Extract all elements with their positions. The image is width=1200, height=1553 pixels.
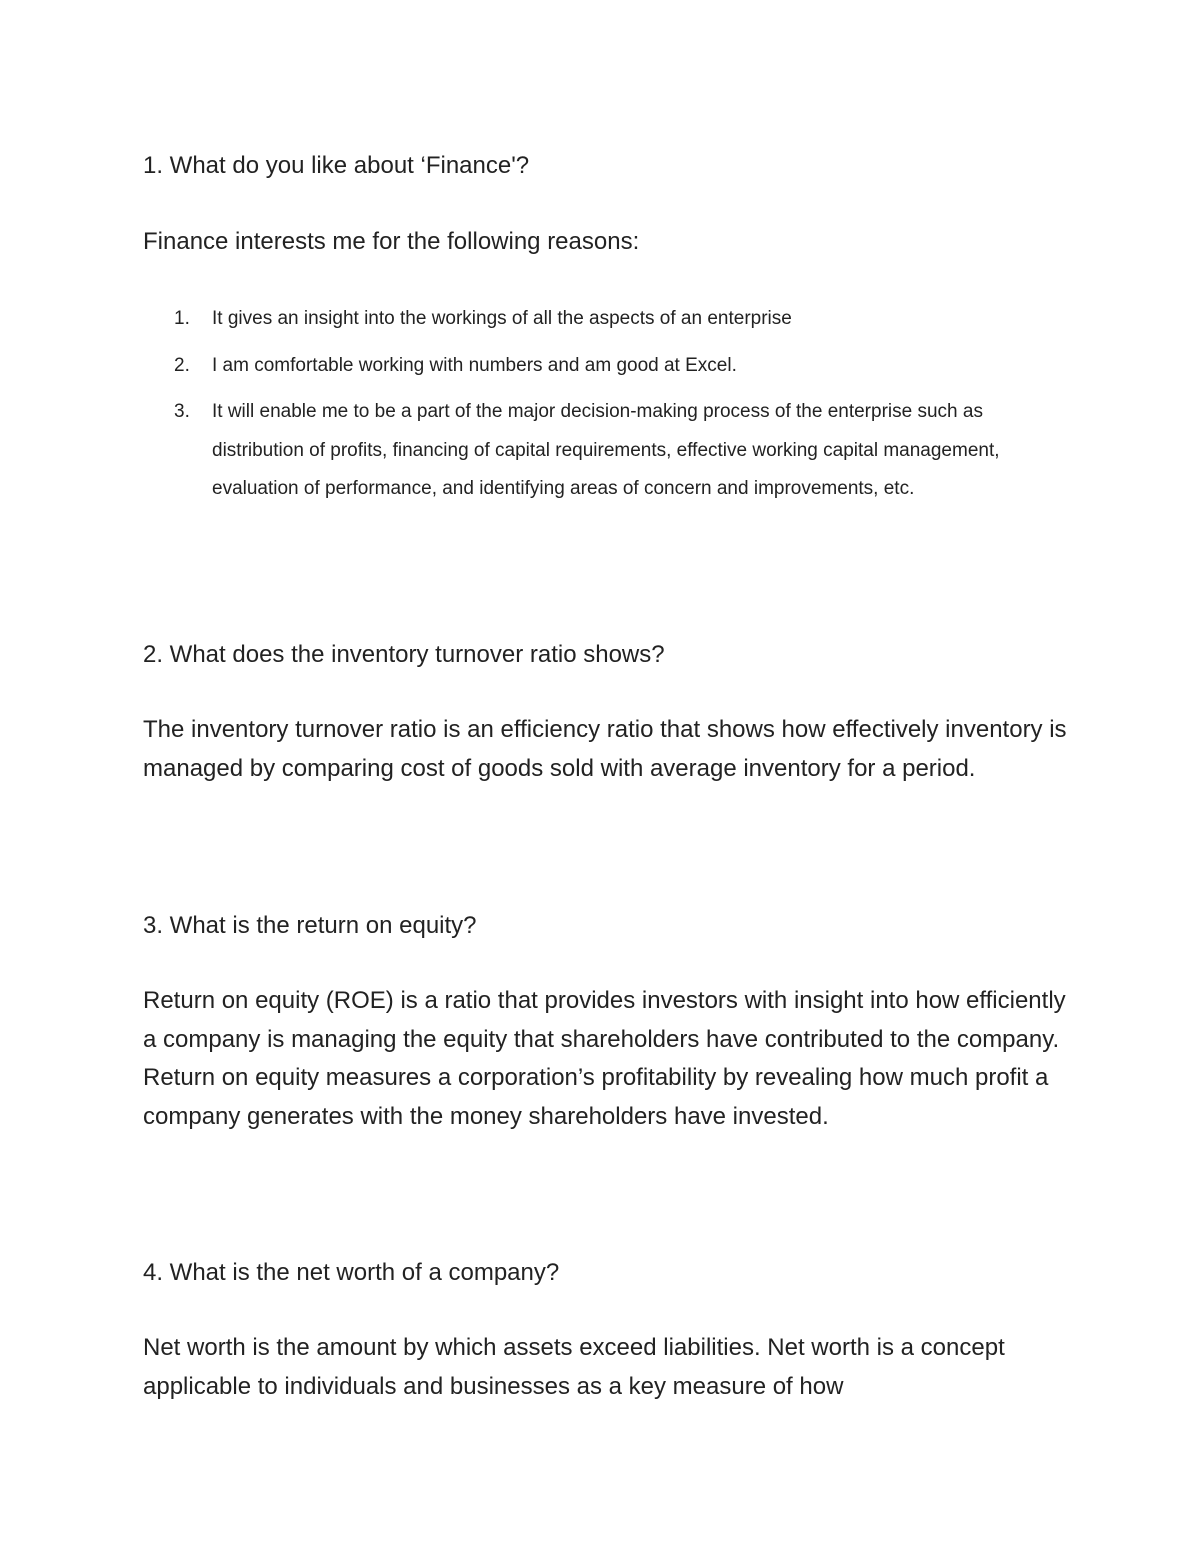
- question-2-heading: 2. What does the inventory turnover ratio shows?: [143, 641, 665, 668]
- list-item-text: I am comfortable working with numbers and am good at Excel.: [212, 354, 737, 376]
- answer-3-paragraph: Return on equity (ROE) is a ratio that provides investors with insight into how efficiently a company is managing the equity that shareholders have contributed to the company. Return on equity measures a corporation’s profitability by revealing how much profit a company generates with the money shareholders have invested.: [143, 987, 1066, 1130]
- question-2-block: [143, 637, 1073, 673]
- list-item: [143, 347, 1073, 386]
- list-item: [143, 300, 1073, 339]
- list-item: [143, 393, 1073, 509]
- list-item-text: It will enable me to be a part of the major decision-making process of the enterprise such as distribution of profits, financing of capital requirements, effective working capital management, evaluation of performance, and identifying areas of concern and improvements, etc.: [212, 401, 1000, 499]
- question-1-intro: Finance interests me for the following reasons:: [143, 228, 640, 255]
- answer-3-block: [143, 982, 1073, 1136]
- question-3-block: [143, 908, 1073, 944]
- question-1-block: [143, 148, 1073, 184]
- question-1-intro-block: [143, 224, 1073, 260]
- answer-4-paragraph: Net worth is the amount by which assets exceed liabilities. Net worth is a concept applicable to individuals and businesses as a key measure of how: [143, 1334, 1005, 1400]
- answer-4-block: [143, 1329, 1073, 1406]
- answer-2-block: [143, 711, 1073, 788]
- list-item-number: 3.: [174, 401, 190, 422]
- list-item-number: 1.: [174, 308, 190, 329]
- question-4-heading: 4. What is the net worth of a company?: [143, 1259, 560, 1286]
- answer-2-paragraph: The inventory turnover ratio is an efficiency ratio that shows how effectively inventory is managed by comparing cost of goods sold with average inventory for a period.: [143, 716, 1067, 782]
- list-item-text: It gives an insight into the workings of all the aspects of an enterprise: [212, 308, 792, 329]
- reasons-list: [143, 300, 1073, 517]
- question-1-heading: 1. What do you like about ‘Finance'?: [143, 152, 530, 179]
- question-4-block: [143, 1255, 1073, 1291]
- question-3-heading: 3. What is the return on equity?: [143, 912, 477, 939]
- list-item-number: 2.: [174, 354, 190, 376]
